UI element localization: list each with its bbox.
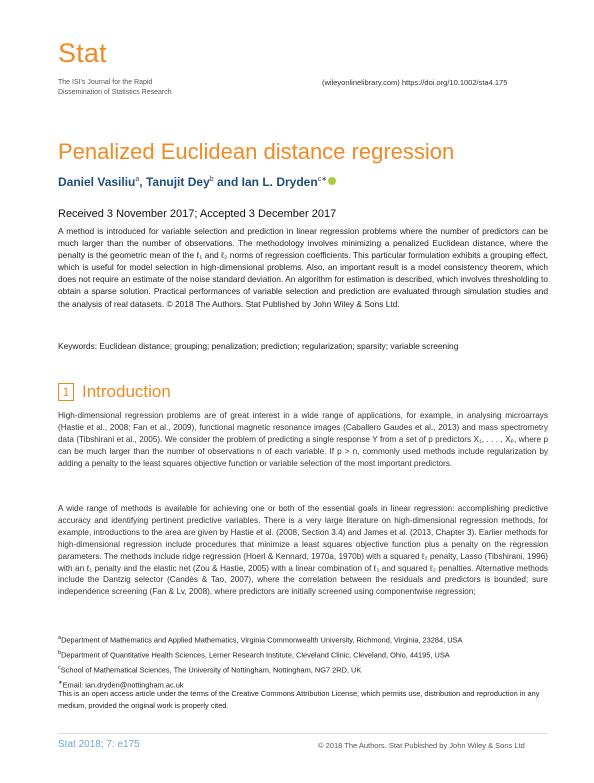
journal-description	[58, 78, 172, 97]
email-link[interactable]: Email: ian.dryden@nottingham.ac.uk	[62, 680, 184, 690]
footnote-mark: a	[58, 635, 62, 641]
author-name[interactable]: Ian L. Dryden	[241, 175, 318, 189]
footnote-mark: ∗	[58, 679, 63, 686]
footer-citation: Stat 2018; 7: e175	[58, 739, 140, 750]
doi-link[interactable]: (wileyonlinelibrary.com) https://doi.org/10.1002/sta4.175	[322, 78, 508, 87]
footnote	[58, 662, 548, 677]
footer-divider	[58, 733, 548, 734]
intro-paragraph-2: A wide range of methods is available for achieving one or both of the essential goals in linear regression: accomplishing predictive accuracy and identifying pertinent predictive variables. There is a very large literature on high-dimensional regression methods, for example, introductions to the area are given by Hastie et al. (2008, Section 3.4) and James et al. (2013, Chapter 3). Earlier methods for high-dimensional regression include procedures that minimize a least squares objective function plus a penalty on the regression parameters. The methods include ridge regression (Hoerl & Kennard, 1970a, 1970b) with a squared ℓ₂ penalty, Lasso (Tibshirani, 1996) with an ℓ₁ penalty and the elastic net (Zou & Hastie, 2005) with a linear combination of ℓ₁ and squared ℓ₂ penalties. Alternative methods include the Dantzig selector (Candès & Tao, 2007), where the correlation between the residuals and predictors is bounded; sure independence screening (Fan & Lv, 2008), where predictors are initially screened using componentwise regression;	[58, 504, 548, 597]
received-accepted-dates: Received 3 November 2017; Accepted 3 December 2017	[58, 208, 337, 220]
author-list: Daniel Vasiliu$^a$, Tanujit Dey$^b$ and Ian L. Dryden$^{c∗}$	[58, 175, 336, 189]
footnote-text: School of Mathematical Sciences, The University of Nottingham, Nottingham, NG7 2RD, UK	[60, 665, 362, 675]
affiliation-footnotes	[58, 632, 548, 692]
author-name[interactable]: Daniel Vasiliu	[58, 175, 136, 189]
footnote-mark: b	[58, 649, 62, 656]
author-affiliation-mark: a	[135, 176, 140, 183]
section-title: Introduction	[82, 382, 171, 401]
author-affiliation-mark: b	[209, 176, 214, 183]
abstract: A method is introduced for variable selection and prediction in linear regression problems where the number of predictors can be much larger than the number of observations. The methodology involves minimizing a penalized Euclidean distance, where the penalty is the geometric mean of the ℓ₁ and ℓ₂ norms of regression coefficients. This particular formulation exhibits a grouping effect, which is useful for model selection in high-dimensional problems. Also, an important result is a model consistency theorem, which does not require an estimate of the noise standard deviation. An algorithm for estimation is described, which involves thresholding to obtain a sparse solution. Practical performances of variable selection and prediction are evaluated through simulation studies and the analysis of real datasets. © 2018 The Authors. Stat Published by John Wiley & Sons Ltd.	[58, 226, 548, 309]
footnote-text: Department of Quantitative Health Sciences, Lerner Research Institute, Cleveland Clinic, Cleveland, Ohio, 44195, USA	[61, 650, 450, 660]
footnote	[58, 632, 548, 647]
article-title: Penalized Euclidean distance regression	[58, 139, 455, 164]
author-name[interactable]: Tanujit Dey	[145, 175, 210, 189]
footnote	[58, 647, 548, 662]
section-heading	[58, 382, 171, 402]
footer-copyright: © 2018 The Authors. Stat Published by John Wiley & Sons Ltd	[318, 741, 525, 750]
author-affiliation-mark: c∗	[317, 176, 328, 183]
section-number: 1	[58, 383, 74, 401]
journal-description-line1: The ISI's Journal for the Rapid	[58, 79, 153, 86]
intro-paragraph-1: High-dimensional regression problems are of great interest in a wide range of applications, for example, in analysing microarrays (Hastie et al., 2008; Fan et al., 2009), functional magnetic resonance images (Caballero Gaudes et al., 2013) and mass spectrometry data (Tibshirani et al., 2005). We consider the problem of predicting a single response Y from a set of p predictors X₁, . . . , Xₚ, where p can be much larger than the number of observations n of each variable. If p > n, commonly used methods include regularization by adding a penalty to the least squares objective function or variable selection of the most important predictors.	[58, 411, 548, 468]
footnote-mark: c	[58, 664, 61, 671]
footnote-text: Department of Mathematics and Applied Mathematics, Virginia Commonwealth University, Richmond, Virginia, 23284, USA	[61, 635, 463, 645]
license-statement: This is an open access article under the terms of the Creative Commons Attribution License, which permits use, distribution and reproduction in any medium, provided the original work is properly cited.	[58, 689, 540, 711]
journal-description-line2: Dissemination of Statistics Research	[58, 88, 172, 96]
orcid-icon[interactable]	[328, 177, 336, 185]
keywords: Keywords: Euclidean distance; grouping; penalization; prediction; regularization; sparsity; variable screening	[58, 341, 459, 351]
journal-logo: Stat	[58, 38, 107, 68]
